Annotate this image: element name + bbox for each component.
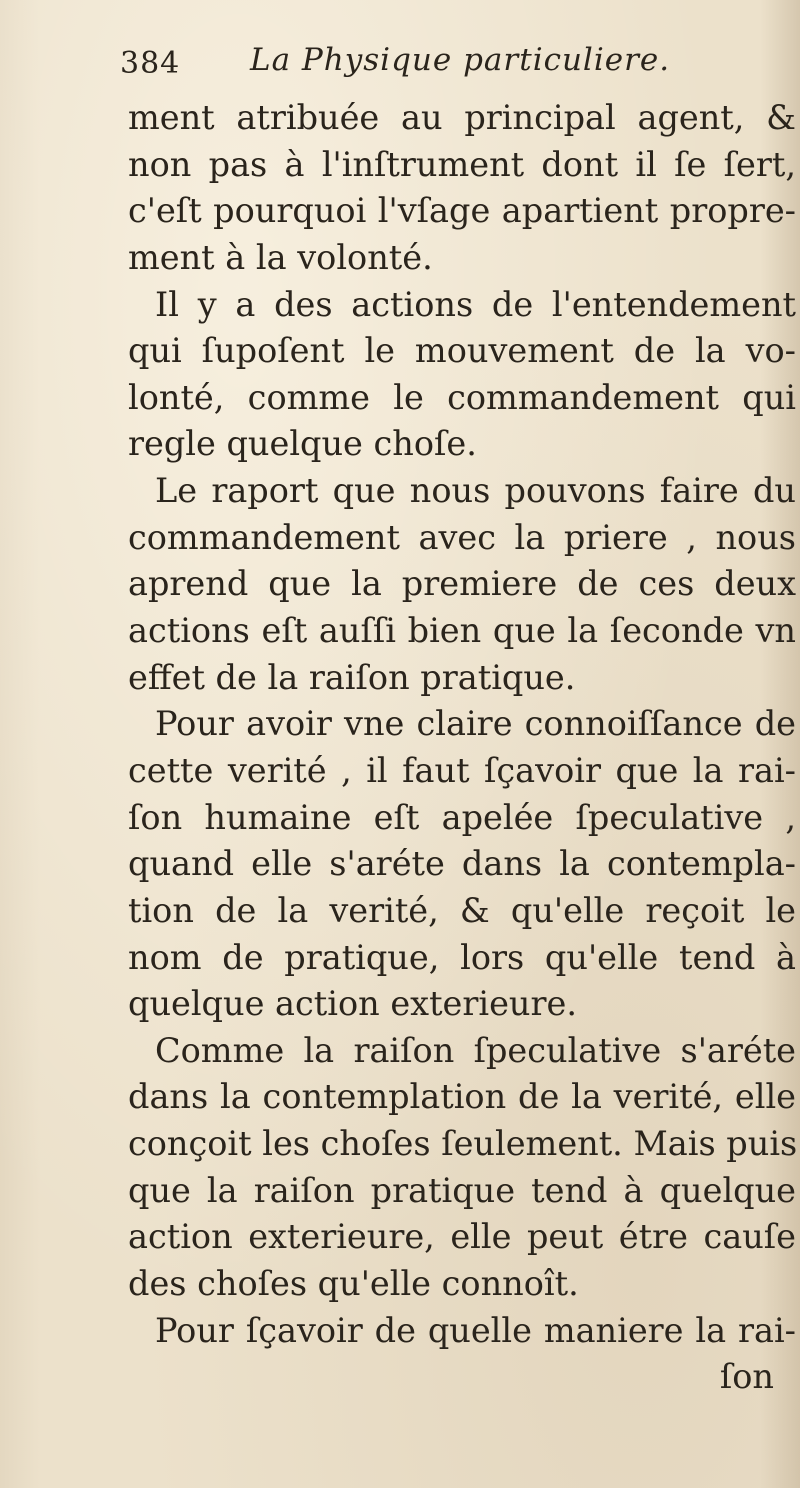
text-line: actions eſt auſſi bien que la ſeconde vn [128, 611, 796, 651]
text-line: nom de pratique, lors qu'elle tend à [128, 937, 796, 977]
text-line: Pour avoir vne claire connoiſſance de [155, 704, 796, 744]
text-line: dans la contemplation de la verité, elle [128, 1077, 796, 1117]
text-line: quelque action exterieure. [128, 984, 577, 1024]
catchword: ſon [719, 1357, 774, 1397]
text-line: quand elle s'aréte dans la contempla- [128, 844, 796, 884]
text-line: Il y a des actions de l'entendement [155, 284, 796, 324]
text-line: ſon humaine eſt apelée ſpeculative , [128, 797, 796, 837]
text-line: regle quelque choſe. [128, 424, 477, 464]
text-line: Comme la raiſon ſpeculative s'aréte [155, 1030, 796, 1070]
text-line: que la raiſon pratique tend à quelque [128, 1170, 796, 1210]
text-line: ment atribuée au principal agent, & [128, 98, 796, 137]
text-line: action exterieure, elle peut étre cauſe [128, 1217, 796, 1257]
text-line: Pour ſçavoir de quelle maniere la rai- [155, 1310, 796, 1350]
text-line: tion de la verité, & qu'elle reçoit le [128, 890, 796, 930]
body-text [128, 95, 796, 1401]
text-line: qui ſupoſent le mouvement de la vo- [128, 331, 796, 371]
text-line: non pas à l'inſtrument dont il ſe ſert, [128, 144, 796, 184]
running-title: La Physique particuliere. [250, 42, 671, 78]
page-number: 384 [120, 46, 181, 81]
text-line: aprend que la premiere de ces deux [128, 564, 796, 604]
text-line: effet de la raiſon pratique. [128, 657, 576, 697]
text-line: commandement avec la priere , nous [128, 517, 796, 557]
text-line: Le raport que nous pouvons faire du [155, 471, 796, 511]
text-line: des choſes qu'elle connoît. [128, 1264, 579, 1304]
text-line: cette verité , il faut ſçavoir que la rai- [128, 750, 796, 790]
text-line: c'eſt pourquoi l'vſage apartient propre- [128, 191, 796, 231]
text-line: ment à la volonté. [128, 237, 433, 277]
text-line: conçoit les choſes ſeulement. Mais puis [128, 1124, 798, 1164]
running-head [120, 40, 680, 86]
text-line: lonté, comme le commandement qui [128, 377, 796, 417]
